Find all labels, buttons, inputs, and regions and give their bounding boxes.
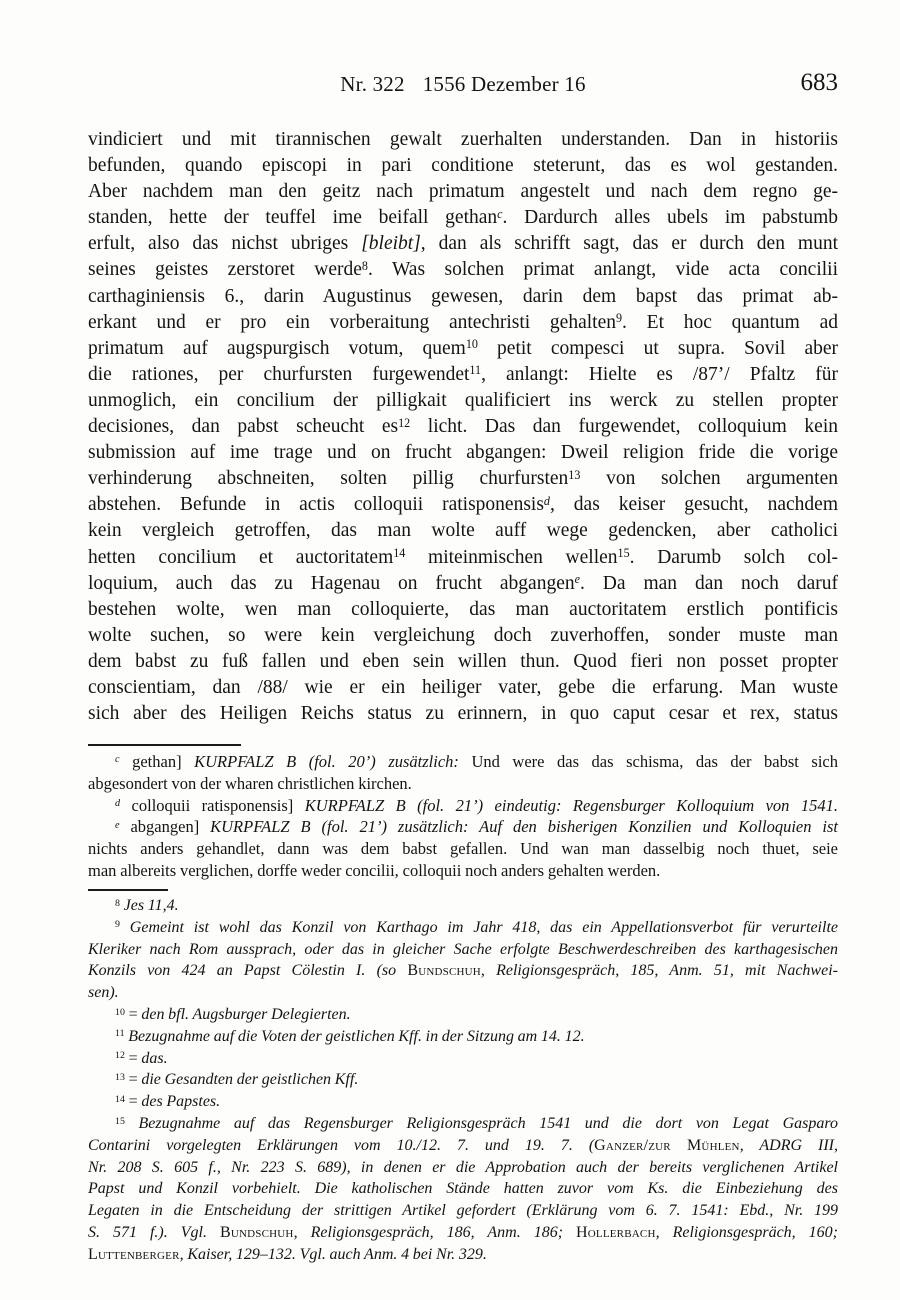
- footnote-marker: c: [497, 206, 503, 221]
- body-text-line: [88, 179, 838, 205]
- footnote-line: [88, 1157, 838, 1179]
- text-segment: =: [124, 1071, 142, 1089]
- text-segment: Aber nachdem man den geitz nach primatum angestelt und nach dem regno ge-: [88, 181, 838, 203]
- footnote-line: [88, 1091, 838, 1113]
- text-segment: Bundschuh: [219, 1223, 294, 1241]
- body-text-line: [88, 336, 838, 362]
- text-segment: licht. Das dan furgewendet, colloquium kein: [410, 416, 838, 438]
- text-segment: Und were das das schisma, das der babst sich: [458, 752, 838, 771]
- document-number: Nr. 322: [340, 72, 405, 96]
- text-segment: KURPFALZ B (fol. 21’) eindeutig: Regensburger Kolloquium von 1541.: [304, 795, 838, 815]
- text-segment: sich aber des Heiligen Reichs status zu erinnern, in quo caput cesar et rex, status: [88, 703, 838, 725]
- critical-apparatus: [88, 751, 838, 882]
- text-segment: die rationes, per churfursten furgewendet: [88, 363, 470, 385]
- text-segment: unmoglich, ein concilium der pilligkait qualificiert ins werck zu stellen propter: [88, 389, 838, 411]
- footnote-marker: 12: [398, 415, 411, 430]
- text-segment: standen, hette der teuffel ime beifall gethan: [88, 207, 498, 229]
- text-segment: Ganzer/zur Mühlen: [594, 1136, 740, 1154]
- text-segment: decisiones, dan pabst scheucht es: [88, 416, 399, 438]
- body-text-line: [88, 518, 838, 544]
- text-segment: Contarini vorgelegten Erklärungen vom 10./12. 7. und 19. 7. (: [88, 1136, 595, 1154]
- footnote-marker: e: [574, 572, 580, 587]
- footnote-line: [88, 982, 838, 1004]
- body-text-line: [88, 571, 838, 597]
- text-segment: des Papstes.: [141, 1093, 221, 1111]
- text-segment: [125, 1115, 139, 1132]
- body-text-line: [88, 414, 838, 440]
- footnote-line: [88, 1113, 838, 1135]
- body-text-line: [88, 231, 838, 257]
- body-text-line: [88, 675, 838, 701]
- text-segment: vindiciert und mit tirannischen gewalt zuerhalten understanden. Dan in historiis: [88, 129, 838, 150]
- footnote-line: [88, 1178, 838, 1200]
- text-segment: . Da man dan noch daruf: [580, 572, 839, 594]
- text-segment: =: [124, 1093, 142, 1111]
- body-text-line: [88, 257, 838, 283]
- body-text-line: [88, 362, 838, 388]
- footnote-marker: 12: [115, 1050, 125, 1062]
- text-segment: befunden, quando episcopi in pari conditione steterunt, das es wol gestanden.: [88, 155, 838, 177]
- text-segment: petit compesci ut supra. Sovil aber: [477, 337, 838, 359]
- apparatus-line: [88, 751, 838, 773]
- footnote-line: [88, 1244, 838, 1266]
- body-text-line: [88, 127, 838, 153]
- footnote-line: [88, 1004, 838, 1026]
- text-segment: erfult, also das nichst ubriges: [88, 233, 362, 255]
- text-segment: S. 571 f.). Vgl.: [88, 1223, 220, 1241]
- document-date: 1556 Dezember 16: [422, 72, 586, 96]
- text-segment: dem babst zu fuß fallen und eben sein willen thun. Quod fieri non posset propter: [88, 650, 838, 672]
- text-segment: von solchen argumenten: [580, 468, 839, 490]
- body-text-line: [88, 597, 838, 623]
- body-text: [88, 127, 838, 727]
- apparatus-separator-rule: [88, 744, 241, 746]
- body-text-line: [88, 701, 838, 727]
- footnote-marker: 10: [115, 1006, 125, 1018]
- text-segment: den bfl. Augsburger Delegierten.: [141, 1005, 351, 1023]
- text-segment: Hollerbach: [576, 1223, 656, 1241]
- footnote-line: [88, 1135, 838, 1157]
- text-segment: , Religionsgespräch, 186, Anm. 186;: [293, 1223, 577, 1241]
- apparatus-line: [88, 860, 838, 882]
- footnote-line: [88, 1200, 838, 1222]
- body-text-line: [88, 153, 838, 179]
- text-segment: sen).: [88, 984, 119, 1002]
- text-segment: . Was solchen primat anlangt, vide acta concilii: [367, 259, 839, 281]
- text-segment: Papst und Konzil vorbehielt. Die katholischen Stände hatten zuvor vom Ks. die Einbeziehung des: [88, 1180, 838, 1198]
- text-segment: conscientiam, dan /88/ wie er ein heiliger vater, gebe die erfarung. Man wuste: [88, 676, 838, 698]
- footnote-marker: 15: [617, 546, 630, 561]
- text-segment: Bezugnahme auf die Voten der geistlichen Kff. in der Sitzung am 14. 12.: [128, 1027, 585, 1045]
- text-segment: nichts anders gehandlet, dann was dem babst gefallen. Und wan man dasselbig noch thuet, seie: [88, 839, 838, 859]
- text-segment: Bezugnahme auf das Regensburger Religionsgespräch 1541 und die dort von Legat Gasparo: [138, 1114, 838, 1132]
- footnote-marker: 9: [616, 311, 623, 326]
- text-segment: abgesondert von der wharen christlichen kirchen.: [88, 773, 412, 793]
- body-text-line: [88, 440, 838, 466]
- footnote-line: [88, 1048, 838, 1070]
- text-segment: Legaten in die Entscheidung der strittigen Artikel gefordert (Erklärung vom 6. 7. 1541: Ebd., Nr. 199: [88, 1202, 838, 1220]
- body-text-line: [88, 205, 838, 231]
- footnote-marker: 14: [115, 1093, 125, 1105]
- footnote-marker: 14: [393, 546, 406, 561]
- text-segment: miteinmischen wellen: [405, 546, 618, 568]
- footnote-line: [88, 1026, 838, 1048]
- footnote-line: [88, 960, 838, 982]
- footnote-marker: 15: [115, 1115, 125, 1127]
- text-segment: Nr. 208 S. 605 f., Nr. 223 S. 689), in denen er die Approbation auch der bereits verglichenen Artikel: [88, 1158, 838, 1176]
- text-segment: das.: [141, 1049, 168, 1067]
- footnote-marker: 11: [115, 1028, 125, 1040]
- text-segment: Kleriker nach Rom aussprach, oder das in gleicher Sache erfolgte Beschwerdeschreiben des karthagesischen: [88, 940, 838, 958]
- text-segment: verhinderung abschneiten, solten pillig churfursten: [88, 468, 569, 490]
- body-text-line: [88, 649, 838, 675]
- text-segment: . Et hoc quantum ad: [622, 311, 838, 333]
- footnote-marker: 11: [469, 363, 482, 378]
- footnote-separator-rule: [88, 889, 168, 891]
- text-segment: KURPFALZ B (fol. 20’) zusätzlich:: [194, 752, 459, 771]
- body-text-line: [88, 310, 838, 336]
- text-segment: [120, 919, 130, 936]
- text-segment: , das keiser gesucht, nachdem: [549, 494, 838, 516]
- footnote-marker: d: [115, 798, 121, 809]
- footnote-line: [88, 1222, 838, 1244]
- text-segment: abstehen. Befunde in actis colloquii ratisponensis: [88, 494, 544, 516]
- text-segment: , dan als schrifft sagt, das er durch den munt: [420, 233, 838, 255]
- footnote-marker: 13: [568, 467, 581, 482]
- footnote-marker: d: [543, 493, 550, 508]
- page-number: 683: [800, 69, 838, 96]
- text-segment: loquium, auch das zu Hagenau on frucht abgangen: [88, 572, 575, 594]
- text-segment: =: [124, 1049, 142, 1067]
- text-segment: kein vergleich getroffen, das man wolte auff wege gedencken, aber catholici: [88, 520, 838, 542]
- footnote-marker: 13: [115, 1071, 125, 1083]
- body-text-line: [88, 623, 838, 649]
- footnote-marker: 10: [465, 337, 478, 352]
- apparatus-line: [88, 773, 838, 795]
- body-text-line: [88, 388, 838, 414]
- text-segment: primatum auf augspurgisch votum, quem: [88, 337, 466, 359]
- text-segment: Luttenberger: [88, 1245, 180, 1263]
- text-segment: , ADRG III,: [739, 1136, 838, 1154]
- footnote-line: [88, 917, 838, 939]
- text-segment: =: [124, 1005, 142, 1023]
- footnote-line: [88, 939, 838, 961]
- body-text-line: [88, 492, 838, 518]
- text-segment: . Dardurch alles ubels im pabstumb: [502, 207, 838, 229]
- text-segment: carthaginiensis 6., darin Augustinus gewesen, darin dem bapst das primat ab-: [88, 285, 838, 307]
- text-segment: Bundschuh: [407, 962, 481, 980]
- footnote-marker: 8: [361, 259, 368, 274]
- text-segment: , anlangt: Hielte es /87’/ Pfaltz für: [481, 363, 838, 385]
- footnote-line: [88, 895, 838, 917]
- text-segment: seines geistes zerstoret werde: [88, 259, 362, 281]
- text-segment: colloquii ratisponensis]: [120, 795, 305, 815]
- text-segment: , Religionsgespräch, 160;: [655, 1223, 839, 1241]
- footnote-marker: 9: [115, 919, 120, 931]
- text-segment: Konzils von 424 an Papst Cölestin I. (so: [88, 962, 408, 980]
- text-segment: gethan]: [119, 752, 195, 771]
- text-segment: . Darumb solch col-: [629, 546, 838, 568]
- text-segment: die Gesandten der geistlichen Kff.: [141, 1071, 359, 1089]
- text-segment: man albereits verglichen, dorffe weder concilii, colloquii noch anders gehalten werden.: [88, 860, 661, 880]
- text-segment: wolte suchen, so were kein vergleichung doch zuverhoffen, sonder muste man: [88, 624, 838, 646]
- text-segment: Jes 11,4.: [123, 897, 179, 914]
- text-segment: hetten concilium et auctoritatem: [88, 546, 394, 568]
- apparatus-line: [88, 816, 838, 838]
- text-segment: [bleibt]: [361, 233, 421, 255]
- text-segment: , Religionsgespräch, 185, Anm. 51, mit Nachwei-: [480, 962, 838, 980]
- text-segment: erkant und er pro ein vorberaitung antechristi gehalten: [88, 311, 616, 333]
- text-segment: , Kaiser, 129–132. Vgl. auch Anm. 4 bei Nr. 329.: [179, 1245, 487, 1263]
- apparatus-line: [88, 795, 838, 817]
- footnote-marker: e: [115, 819, 120, 831]
- footnote-marker: 8: [115, 897, 120, 909]
- running-head: [88, 72, 838, 97]
- footnote-line: [88, 1069, 838, 1091]
- text-segment: KURPFALZ B (fol. 21’) zusätzlich: Auf den bisherigen Konzilien und Kolloquien ist: [210, 817, 838, 837]
- footnotes: [88, 895, 838, 1266]
- page-header: [88, 69, 838, 102]
- text-segment: abgangen]: [119, 817, 211, 837]
- body-text-line: [88, 545, 838, 571]
- body-text-line: [88, 284, 838, 310]
- apparatus-line: [88, 838, 838, 860]
- text-segment: Gemeint ist wohl das Konzil von Karthago im Jahr 418, das ein Appellationsverbot für verurteilte: [129, 918, 838, 936]
- text-segment: bestehen wolte, wen man colloquierte, das man auctoritatem erstlich pontificis: [88, 598, 838, 620]
- footnote-marker: c: [115, 754, 120, 766]
- text-segment: submission auf ime trage und on frucht abgangen: Dweil religion fride die vorige: [88, 442, 838, 464]
- body-text-line: [88, 466, 838, 492]
